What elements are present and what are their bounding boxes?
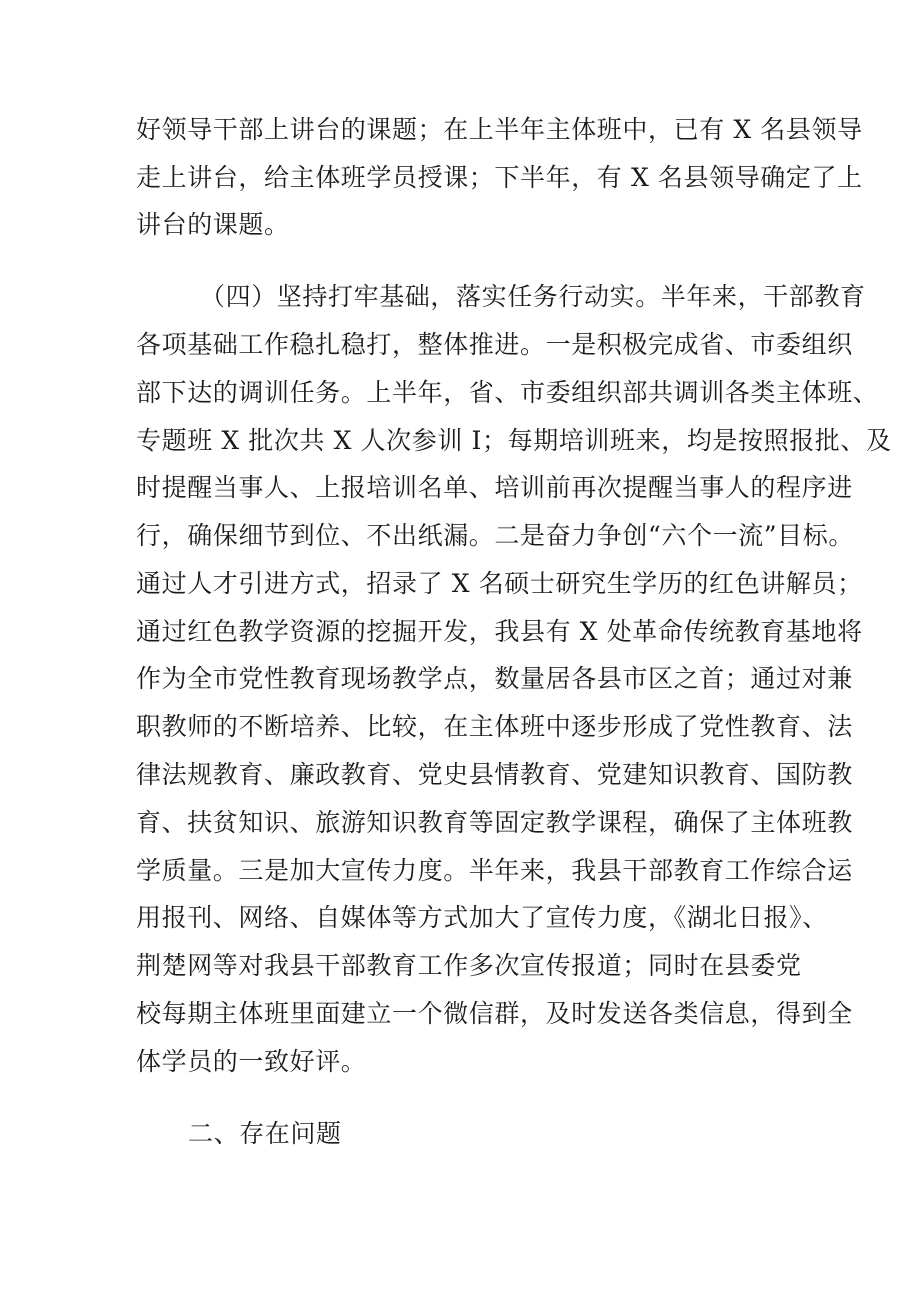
text-line: 讲台的课题。 bbox=[136, 210, 290, 239]
text-line: 育、扶贫知识、旅游知识教育等固定教学课程，确保了主体班教 bbox=[136, 808, 853, 837]
text-line: 校每期主体班里面建立一个微信群，及时发送各类信息，得到全 bbox=[136, 999, 853, 1028]
text-line: 部下达的调训任务。上半年，省、市委组织部共调训各类主体班、 bbox=[136, 378, 879, 407]
text-line: 用报刊、网络、自媒体等方式加大了宣传力度，《湖北日报》、 bbox=[136, 903, 828, 932]
text-line: 走上讲台，给主体班学员授课；下半年，有 X 名县领导确定了上 bbox=[136, 163, 863, 192]
text-line: 通过红色教学资源的挖掘开发，我县有 X 处革命传统教育基地将 bbox=[136, 617, 863, 646]
text-line: 时提醒当事人、上报培训名单、培训前再次提醒当事人的程序进 bbox=[136, 473, 853, 502]
text-line: 好领导干部上讲台的课题；在上半年主体班中，已有 X 名县领导 bbox=[136, 115, 863, 144]
text-line: 行，确保细节到位、不出纸漏。二是奋力争创“六个一流”目标。 bbox=[136, 521, 854, 550]
section-heading-four: （四）坚持打牢基础，落实任务行动实。半年来，干部教育 bbox=[200, 282, 866, 311]
text-line: 专题班 X 批次共 X 人次参训 I；每期培训班来，均是按照报批、及 bbox=[136, 426, 892, 455]
text-line: 荆楚网等对我县干部教育工作多次宣传报道；同时在县委党 bbox=[136, 951, 802, 980]
text-line: 体学员的一致好评。 bbox=[136, 1047, 367, 1076]
text-line: 作为全市党性教育现场教学点，数量居各县市区之首；通过对兼 bbox=[136, 664, 853, 693]
section-heading-problems: 二、存在问题 bbox=[188, 1119, 342, 1148]
text-line: 各项基础工作稳扎稳打，整体推进。一是积极完成省、市委组织 bbox=[136, 330, 853, 359]
text-line: 律法规教育、廉政教育、党史县情教育、党建知识教育、国防教 bbox=[136, 760, 853, 789]
text-line: 学质量。三是加大宣传力度。半年来，我县干部教育工作综合运 bbox=[136, 856, 853, 885]
text-line: 通过人才引进方式，招录了 X 名硕士研究生学历的红色讲解员； bbox=[136, 569, 863, 598]
text-line: 职教师的不断培养、比较，在主体班中逐步形成了党性教育、法 bbox=[136, 712, 853, 741]
